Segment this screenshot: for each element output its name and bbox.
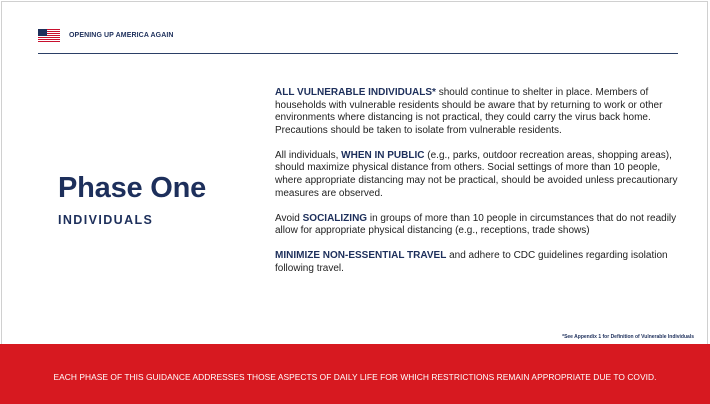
header-title: OPENING UP AMERICA AGAIN: [69, 31, 174, 39]
paragraph-keyword: MINIMIZE NON-ESSENTIAL TRAVEL: [275, 250, 447, 262]
bottom-banner: [0, 344, 710, 404]
us-flag-icon: [38, 29, 60, 42]
paragraph-text: and adhere to CDC guidelines regarding isolation following travel.: [275, 250, 668, 274]
paragraph-socializing: [275, 213, 685, 238]
paragraph-text: should continue to shelter in place. Members of households with vulnerable residents should be aware that by returning to work or other environments where distancing is not practical, they could carry the virus back home. Precautions should be taken to isolate from vulnerable residents.: [275, 87, 663, 136]
header-divider: [38, 53, 678, 54]
paragraph-lead: Avoid: [275, 212, 303, 224]
paragraph-keyword: SOCIALIZING: [302, 212, 368, 224]
paragraph-text: (e.g., parks, outdoor recreation areas, shopping areas), should maximize physical distance from others. Social settings of more than 10 people, where appropriate distancing may not be practical, should be avoided unless precautionary measures are observed.: [275, 149, 678, 199]
paragraph-lead: All individuals,: [275, 149, 342, 161]
header: [38, 26, 174, 44]
phase-block: [58, 172, 206, 227]
paragraph-travel: [275, 250, 685, 275]
paragraph-in-public: [275, 150, 685, 200]
slide: [1, 1, 708, 403]
paragraph-keyword: ALL VULNERABLE INDIVIDUALS*: [275, 87, 436, 98]
paragraph-vulnerable: [275, 87, 685, 137]
paragraph-text: in groups of more than 10 people in circumstances that do not readily allow for appropriate physical distancing (e.g., receptions, trade shows): [275, 212, 677, 237]
phase-title: Phase One: [58, 172, 207, 204]
guidance-body: [275, 87, 685, 288]
phase-subtitle: INDIVIDUALS: [58, 213, 154, 227]
footnote: *See Appendix 1 for Definition of Vulnerable Individuals: [562, 334, 694, 340]
paragraph-keyword: WHEN IN PUBLIC: [341, 149, 425, 161]
banner-text: EACH PHASE OF THIS GUIDANCE ADDRESSES THOSE ASPECTS OF DAILY LIFE FOR WHICH RESTRICTIONS REMAIN APPROPRIATE DUE TO COVID.: [53, 372, 657, 382]
